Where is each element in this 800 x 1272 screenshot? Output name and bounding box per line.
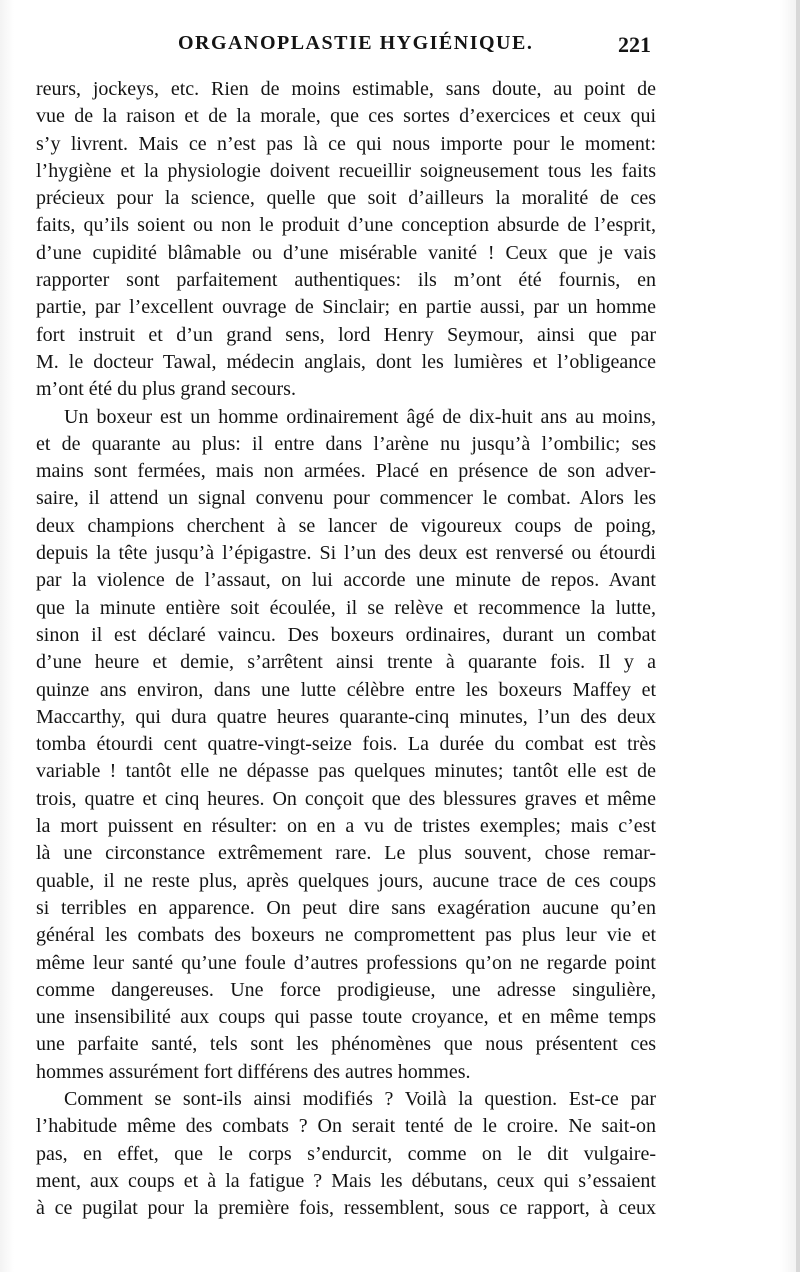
text-line: trois, quatre et cinq heures. On conçoit que des blessures graves et même bbox=[36, 787, 656, 810]
text-line: une insensibilité aux coups qui passe toute croyance, et en même temps bbox=[36, 1006, 656, 1029]
text-line: faits, qu’ils soient ou non le produit d’une conception absurde de l’esprit, bbox=[36, 214, 656, 237]
text-line: pas, en effet, que le corps s’endurcit, comme on le dit vulgaire- bbox=[36, 1142, 656, 1165]
running-head: ORGANOPLASTIE HYGIÉNIQUE. bbox=[178, 32, 534, 54]
text-line: là une circonstance extrêmement rare. Le plus souvent, chose remar- bbox=[36, 842, 656, 865]
text-line: la mort puissent en résulter: on en a vu de tristes exemples; mais c’est bbox=[36, 815, 656, 838]
text-line: général les combats des boxeurs ne compromettent pas plus leur vie et bbox=[36, 924, 656, 947]
text-line: fort instruit et d’un grand sens, lord Henry Seymour, ainsi que par bbox=[36, 323, 656, 346]
text-line: mains sont fermées, mais non armées. Placé en présence de son adver- bbox=[36, 460, 656, 483]
text-line: rapporter sont parfaitement authentiques: ils m’ont été fournis, en bbox=[36, 269, 656, 292]
text-line: hommes assurément fort différens des autres hommes. bbox=[36, 1060, 471, 1083]
text-line: partie, par l’excellent ouvrage de Sinclair; en partie aussi, par un homme bbox=[36, 296, 656, 319]
text-line: si terribles en apparence. On peut dire sans exagération aucune qu’en bbox=[36, 896, 656, 919]
text-line: sinon il est déclaré vaincu. Des boxeurs ordinaires, durant un combat bbox=[36, 623, 656, 646]
text-line: tomba étourdi cent quatre-vingt-seize fois. La durée du combat est très bbox=[36, 733, 656, 756]
text-line: m’ont été du plus grand secours. bbox=[36, 378, 296, 401]
text-line: Maccarthy, qui dura quatre heures quarante-cinq minutes, l’un des deux bbox=[36, 705, 656, 728]
text-line: Comment se sont-ils ainsi modifiés ? Voilà la question. Est-ce par bbox=[64, 1087, 656, 1110]
text-line: variable ! tantôt elle ne dépasse pas quelques minutes; tantôt elle est de bbox=[36, 760, 656, 783]
text-line: que la minute entière soit écoulée, il se relève et recommence la lutte, bbox=[36, 596, 656, 619]
page-header bbox=[38, 32, 658, 66]
text-line: d’une cupidité blâmable ou d’une misérable vanité ! Ceux que je vais bbox=[36, 241, 656, 264]
text-line: précieux pour la science, quelle que soit d’ailleurs la moralité de ces bbox=[36, 187, 656, 210]
text-line: d’une heure et demie, s’arrêtent ainsi trente à quarante fois. Il y a bbox=[36, 651, 656, 674]
text-line: à ce pugilat pour la première fois, ressemblent, sous ce rapport, à ceux bbox=[36, 1197, 656, 1220]
text-line: ment, aux coups et à la fatigue ? Mais les débutans, ceux qui s’essaient bbox=[36, 1169, 656, 1192]
text-line: quable, il ne reste plus, après quelques jours, aucune trace de ces coups bbox=[36, 869, 656, 892]
text-line: reurs, jockeys, etc. Rien de moins estimable, sans doute, au point de bbox=[36, 78, 656, 100]
text-line: comme dangereuses. Une force prodigieuse, une adresse singulière, bbox=[36, 978, 656, 1001]
text-line: quinze ans environ, dans une lutte célèbre entre les boxeurs Maffey et bbox=[36, 678, 656, 701]
text-line: par la violence de l’assaut, on lui accorde une minute de repos. Avant bbox=[36, 569, 656, 592]
text-line: depuis la tête jusqu’à l’épigastre. Si l’un des deux est renversé ou étourdi bbox=[36, 542, 656, 565]
text-line: l’hygiène et la physiologie doivent recueillir soigneusement tous les faits bbox=[36, 159, 656, 182]
text-line: deux champions cherchent à se lancer de vigoureux coups de poing, bbox=[36, 514, 656, 537]
text-line: l’habitude même des combats ? On serait tenté de le croire. Ne sait-on bbox=[36, 1115, 656, 1138]
text-line: saire, il attend un signal convenu pour commencer le combat. Alors les bbox=[36, 487, 656, 510]
body-text bbox=[36, 76, 656, 1222]
text-line: et de quarante au plus: il entre dans l’arène nu jusqu’à l’ombilic; ses bbox=[36, 432, 656, 455]
text-line: M. le docteur Tawal, médecin anglais, dont les lumières et l’obligeance bbox=[36, 350, 656, 373]
text-line: vue de la raison et de la morale, que ces sortes d’exercices et ceux qui bbox=[36, 105, 656, 128]
page-number: 221 bbox=[618, 32, 651, 57]
page-edge bbox=[796, 0, 800, 1272]
text-line: même leur santé qu’une foule d’autres professions qu’on ne regarde point bbox=[36, 951, 656, 974]
text-line: une parfaite santé, tels sont les phénomènes que nous présentent ces bbox=[36, 1033, 656, 1056]
text-line: Un boxeur est un homme ordinairement âgé de dix-huit ans au moins, bbox=[64, 405, 656, 428]
text-line: s’y livrent. Mais ce n’est pas là ce qui nous importe pour le moment: bbox=[36, 132, 656, 155]
